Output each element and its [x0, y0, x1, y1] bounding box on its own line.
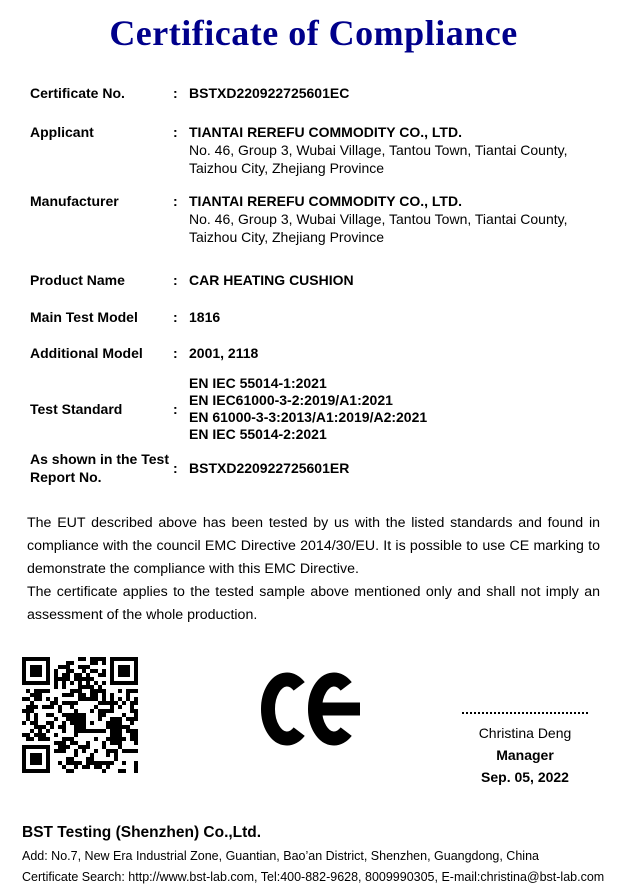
- applicant-address-line1: No. 46, Group 3, Wubai Village, Tantou Town, Tiantai County,: [189, 142, 568, 158]
- field-label: Additional Model: [30, 345, 143, 361]
- field-colon: :: [173, 124, 178, 140]
- test-standard-line: EN IEC 55014-2:2021: [189, 426, 327, 442]
- field-value: 2001, 2118: [189, 345, 259, 361]
- certificate-title: Certificate of Compliance: [109, 13, 518, 53]
- issuer-address: Add: No.7, New Era Industrial Zone, Guantian, Bao’an District, Shenzhen, Guangdong, China: [22, 849, 539, 863]
- field-colon: :: [173, 401, 178, 417]
- field-label: Main Test Model: [30, 309, 138, 325]
- statement-paragraph-2: The certificate applies to the tested sample above mentioned only and shall not imply an assessment of the whole production.: [27, 584, 600, 623]
- field-value: BSTXD220922725601EC: [189, 85, 350, 101]
- applicant-company: TIANTAI REREFU COMMODITY CO., LTD.: [189, 124, 462, 140]
- test-standard-line: EN 61000-3-3:2013/A1:2019/A2:2021: [189, 409, 428, 425]
- field-label: Certificate No.: [30, 85, 125, 101]
- field-value: CAR HEATING CUSHION: [189, 272, 354, 288]
- field-colon: :: [173, 85, 178, 101]
- manufacturer-address-line2: Taizhou City, Zhejiang Province: [189, 229, 385, 245]
- signature-role: Manager: [496, 747, 554, 763]
- field-row-main-test-model: [0, 308, 627, 326]
- field-value: [189, 192, 597, 246]
- manufacturer-company: TIANTAI REREFU COMMODITY CO., LTD.: [189, 193, 462, 209]
- issuer-footer: [0, 824, 627, 884]
- compliance-statement: [0, 512, 627, 627]
- field-row-product-name: [0, 271, 627, 289]
- issuer-company: BST Testing (Shenzhen) Co.,Ltd.: [22, 824, 262, 841]
- field-label: Manufacturer: [30, 193, 119, 209]
- statement-paragraph-1: The EUT described above has been tested by us with the listed standards and found in compliance with the council EMC Directive 2014/30/EU. It is possible to use CE marking to demonstrate the compliance with this EMC Directive.: [27, 515, 600, 577]
- signature-block: [462, 712, 588, 788]
- field-colon: :: [173, 309, 178, 325]
- field-colon: :: [173, 193, 178, 209]
- field-label: Test Standard: [30, 401, 123, 417]
- test-standard-line: EN IEC 55014-1:2021: [189, 375, 327, 391]
- field-value: [189, 123, 597, 177]
- field-row-test-standard: [0, 375, 627, 443]
- field-row-manufacturer: [0, 192, 627, 246]
- field-colon: :: [173, 345, 178, 361]
- field-row-applicant: [0, 123, 627, 177]
- field-colon: :: [173, 272, 178, 288]
- field-row-additional-model: [0, 344, 627, 362]
- graphics-row: [0, 657, 627, 788]
- signature-dotted-line: [462, 712, 588, 714]
- field-row-certificate-no: [0, 84, 627, 102]
- signature-date: Sep. 05, 2022: [481, 769, 569, 785]
- qr-code: [22, 657, 138, 773]
- field-value: BSTXD220922725601ER: [189, 460, 350, 476]
- field-value: 1816: [189, 309, 221, 325]
- test-standard-line: EN IEC61000-3-2:2019/A1:2021: [189, 392, 393, 408]
- certificate-page: [0, 12, 627, 884]
- field-colon: :: [173, 460, 178, 476]
- field-label: Product Name: [30, 272, 125, 288]
- manufacturer-address-line1: No. 46, Group 3, Wubai Village, Tantou Town, Tiantai County,: [189, 211, 568, 227]
- field-label: As shown in the Test Report No.: [30, 451, 169, 485]
- field-row-test-report-no: [0, 450, 627, 486]
- field-value: [189, 375, 597, 443]
- applicant-address-line2: Taizhou City, Zhejiang Province: [189, 160, 385, 176]
- ce-mark-icon: [260, 670, 364, 755]
- field-label: Applicant: [30, 124, 94, 140]
- signature-name: Christina Deng: [478, 725, 572, 741]
- issuer-contact: Certificate Search: http://www.bst-lab.com, Tel:400-882-9628, 8009990305, E-mail:christina@bst-lab.com: [22, 870, 605, 884]
